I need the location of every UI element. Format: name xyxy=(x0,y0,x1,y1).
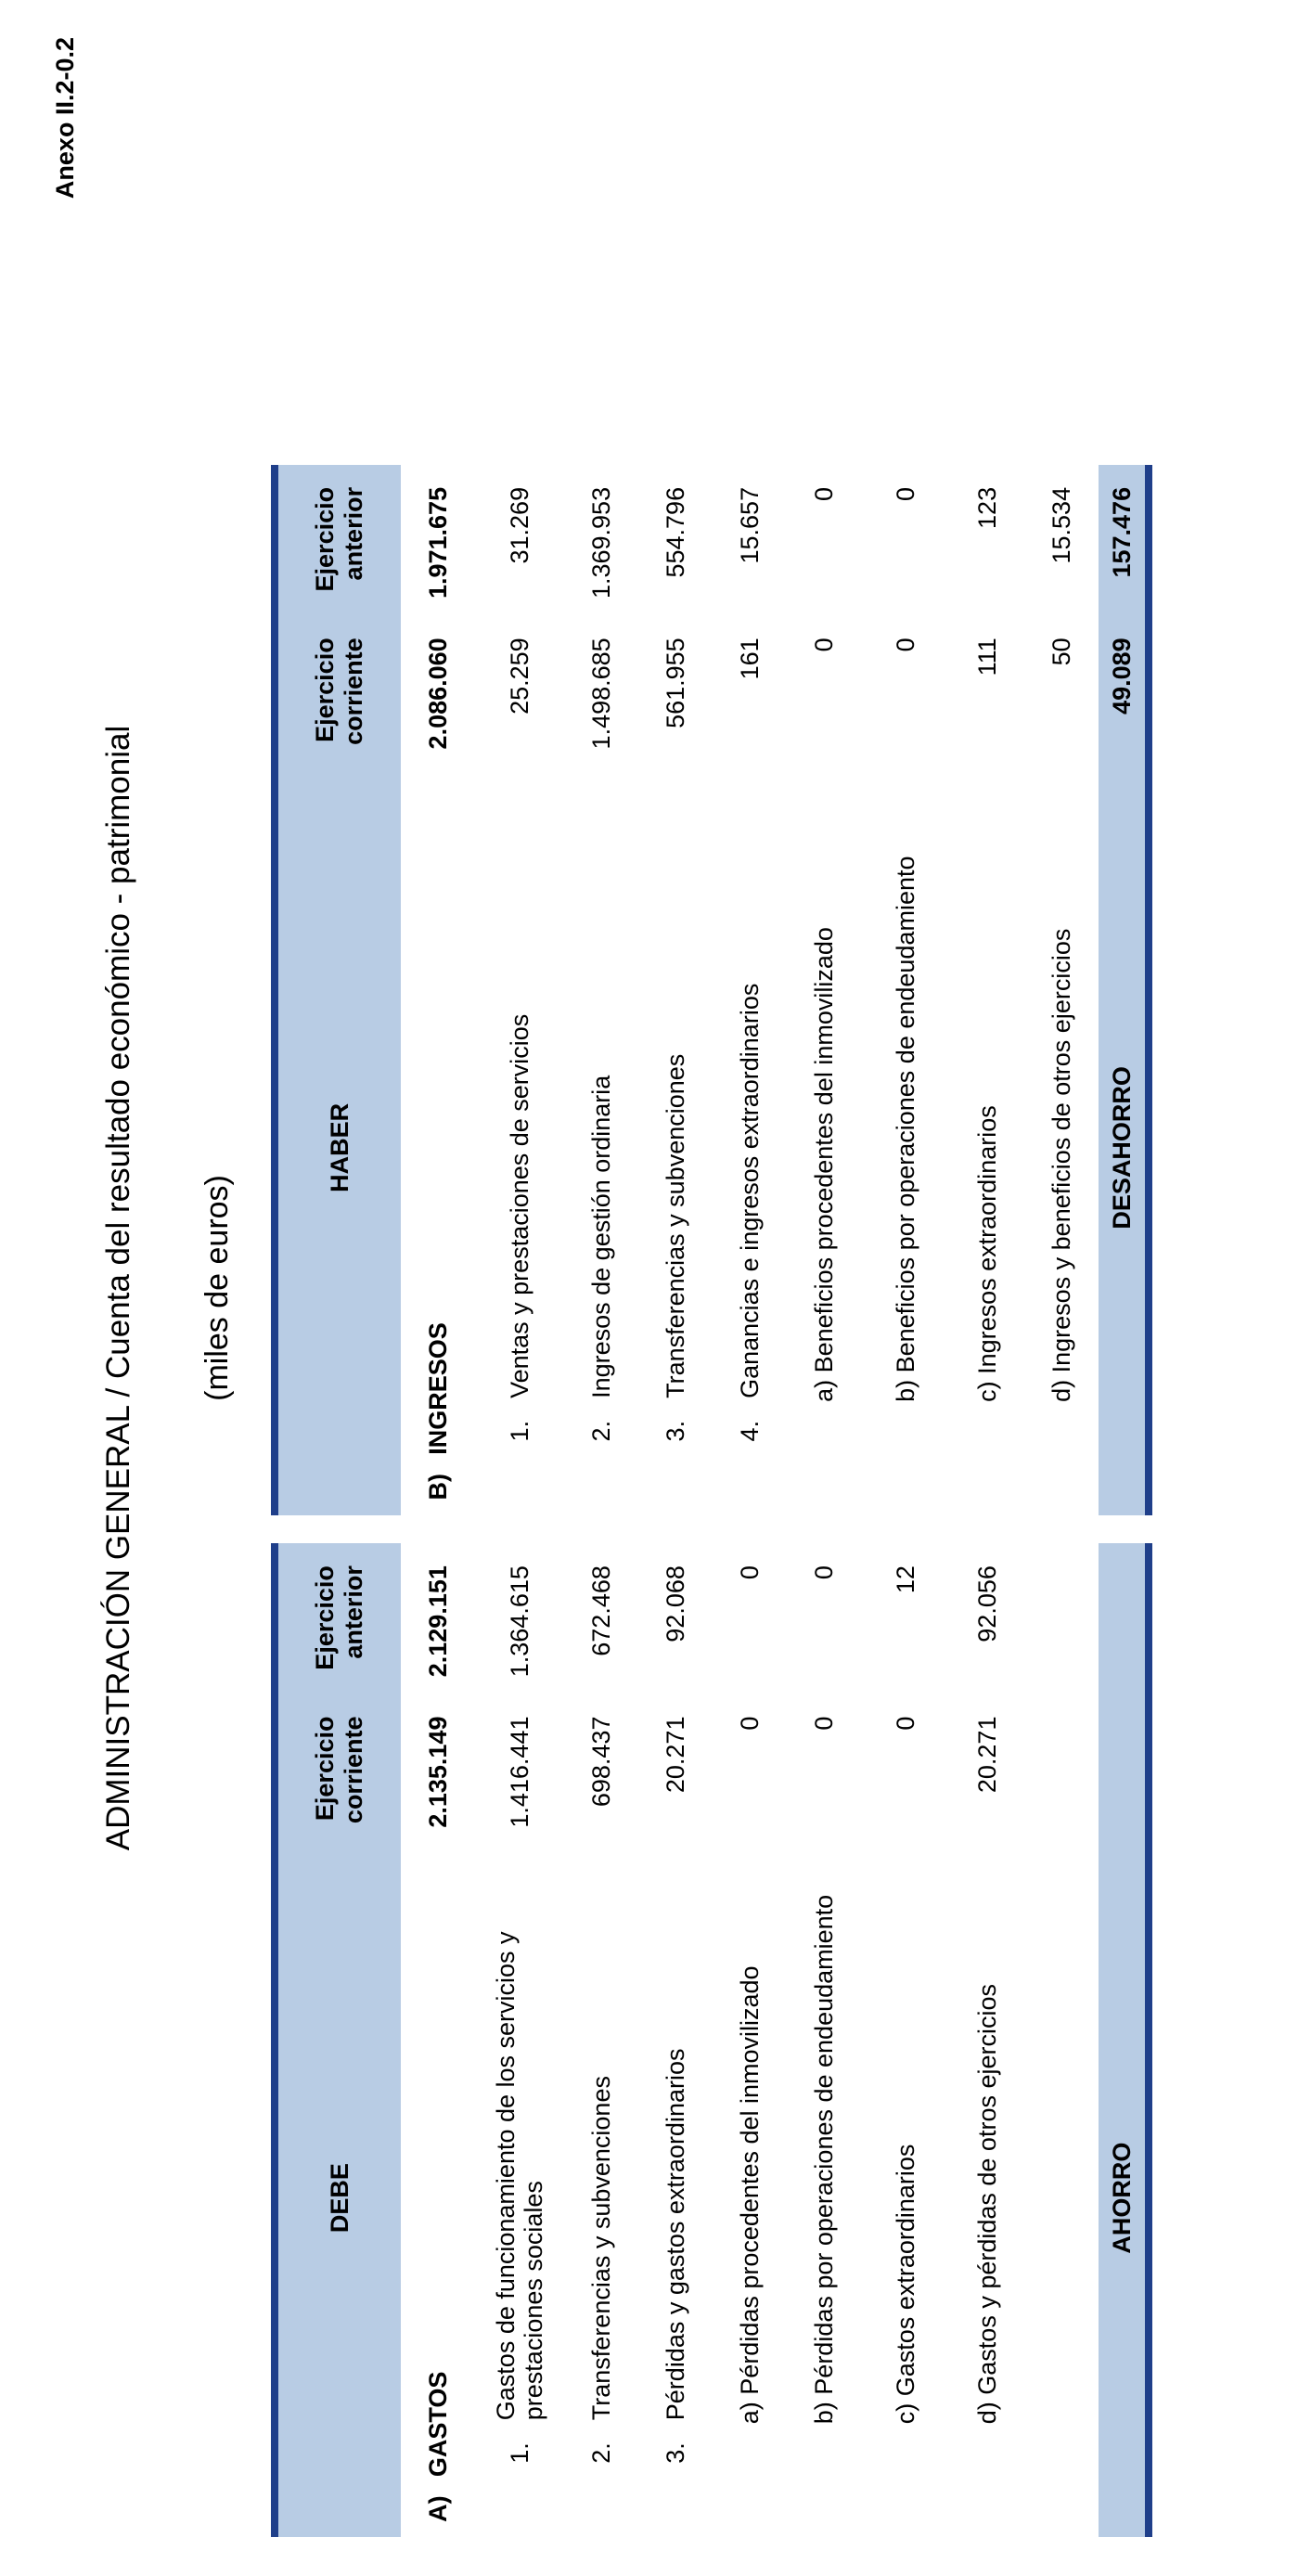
result-account-table xyxy=(271,41,1152,2537)
total-row xyxy=(1099,41,1149,2537)
haber-row-previous: 0 xyxy=(892,486,919,501)
haber-row-current: 1.498.685 xyxy=(587,638,615,750)
haber-row-current: 0 xyxy=(892,638,919,652)
haber-row-index xyxy=(950,1402,1024,1459)
haber-row-label: c) Ingresos extraordinarios xyxy=(973,1105,1001,1402)
haber-row-previous: 554.796 xyxy=(662,486,689,578)
haber-row-label: Transferencias y subvenciones xyxy=(662,1053,689,1398)
debe-row-index xyxy=(950,2424,1024,2480)
haber-row-previous: 123 xyxy=(973,486,1001,529)
haber-header: HABER xyxy=(275,780,401,1515)
haber-row-current: 50 xyxy=(1047,638,1075,666)
table-row xyxy=(950,41,1024,2537)
haber-row-index xyxy=(861,1402,950,1459)
debe-row-previous: 1.364.615 xyxy=(506,1565,533,1678)
column-gap xyxy=(275,1515,401,1543)
debe-row-index: 3. xyxy=(662,2442,689,2464)
debe-previous-header: Ejercicio anterior xyxy=(275,1543,401,1694)
haber-row-index: 3. xyxy=(662,1420,689,1442)
debe-row-label: a) Pérdidas procedentes del inmovilizado xyxy=(736,1965,764,2425)
haber-total-current: 49.089 xyxy=(1099,615,1149,780)
debe-row-previous: 672.468 xyxy=(587,1565,615,1656)
annex-label: Anexo II.2-0.2 xyxy=(51,37,79,200)
debe-row-label: Gastos de funcionamiento de los servicios y prestaciones sociales xyxy=(492,1931,547,2421)
haber-row-label: b) Beneficios por operaciones de endeudamiento xyxy=(892,856,919,1402)
haber-section-previous: 1.971.675 xyxy=(424,486,452,599)
table-row xyxy=(638,41,713,2537)
haber-row-previous: 1.369.953 xyxy=(587,486,615,599)
haber-current-header: Ejercicio corriente xyxy=(275,615,401,780)
table-row xyxy=(1024,41,1099,2537)
debe-row-index: 1. xyxy=(506,2442,533,2464)
debe-row-current: 0 xyxy=(892,1716,919,1731)
haber-section-letter: B) xyxy=(424,1474,452,1501)
header-row xyxy=(275,41,401,2537)
haber-row-previous: 15.657 xyxy=(736,486,764,564)
debe-section-previous: 2.129.151 xyxy=(424,1565,452,1678)
column-gap xyxy=(275,41,401,465)
haber-previous-header: Ejercicio anterior xyxy=(275,465,401,615)
haber-total-previous: 157.476 xyxy=(1099,465,1149,615)
debe-row-current: 20.271 xyxy=(973,1716,1001,1794)
haber-row-index: 2. xyxy=(587,1420,615,1442)
debe-row-previous: 92.056 xyxy=(973,1565,1001,1642)
debe-row-label: Transferencias y subvenciones xyxy=(587,2076,615,2421)
haber-row-previous: 31.269 xyxy=(506,486,533,564)
haber-row-index xyxy=(787,1402,861,1459)
table-row xyxy=(713,41,787,2537)
haber-row-current: 161 xyxy=(736,638,764,680)
haber-row-current: 0 xyxy=(810,638,838,652)
section-row xyxy=(401,41,475,2537)
debe-row-label: b) Pérdidas por operaciones de endeudamiento xyxy=(810,1894,838,2425)
debe-header: DEBE xyxy=(275,1859,401,2537)
debe-section-letter: A) xyxy=(424,2495,452,2522)
haber-row-label: Ingresos de gestión ordinaria xyxy=(587,1075,615,1398)
haber-row-current: 25.259 xyxy=(506,638,533,715)
debe-total-label: AHORRO xyxy=(1099,1859,1149,2537)
debe-section-label: GASTOS xyxy=(424,2371,452,2478)
debe-row-current: 0 xyxy=(810,1716,838,1731)
debe-row-index xyxy=(787,2424,861,2480)
debe-row-previous: 92.068 xyxy=(662,1565,689,1642)
haber-row-index: 4. xyxy=(736,1420,764,1442)
haber-row-current: 111 xyxy=(973,638,1001,676)
haber-row-label: a) Beneficios procedentes del inmovilizado xyxy=(810,927,838,1402)
haber-total-label: DESAHORRO xyxy=(1099,780,1149,1515)
haber-row-label: Ganancias e ingresos extraordinarios xyxy=(736,983,764,1398)
debe-row-index xyxy=(861,2424,950,2480)
debe-row-current: 1.416.441 xyxy=(506,1716,533,1828)
haber-row-previous: 0 xyxy=(810,486,838,501)
debe-row-label: d) Gastos y pérdidas de otros ejercicios xyxy=(973,1984,1001,2425)
debe-row-previous: 12 xyxy=(892,1565,919,1594)
haber-row-index xyxy=(1024,1402,1099,1459)
debe-row-index: 2. xyxy=(587,2442,615,2464)
debe-row-current: 20.271 xyxy=(662,1716,689,1794)
debe-current-header: Ejercicio corriente xyxy=(275,1694,401,1860)
table-row xyxy=(564,41,638,2537)
haber-row-current: 561.955 xyxy=(662,638,689,728)
haber-row-label: Ventas y prestaciones de servicios xyxy=(506,1013,533,1398)
table-row xyxy=(475,41,564,2537)
haber-row-label: d) Ingresos y beneficios de otros ejercicios xyxy=(1047,928,1075,1402)
page-title: ADMINISTRACIÓN GENERAL / Cuenta del resultado económico - patrimonial xyxy=(100,725,136,1851)
haber-row-index: 1. xyxy=(506,1420,533,1442)
page-subtitle: (miles de euros) xyxy=(199,1175,235,1401)
debe-row-label: Pérdidas y gastos extraordinarios xyxy=(662,2048,689,2421)
debe-row-label: c) Gastos extraordinarios xyxy=(892,2144,919,2425)
debe-row-current: 0 xyxy=(736,1716,764,1731)
debe-row-index xyxy=(713,2424,787,2480)
debe-section-current: 2.135.149 xyxy=(424,1716,452,1828)
table-row xyxy=(787,41,861,2537)
haber-section-current: 2.086.060 xyxy=(424,638,452,750)
debe-row-previous: 0 xyxy=(736,1565,764,1580)
haber-row-previous: 15.534 xyxy=(1047,486,1075,564)
table-row xyxy=(861,41,950,2537)
debe-row-current: 698.437 xyxy=(587,1716,615,1808)
haber-section-label: INGRESOS xyxy=(424,1322,452,1455)
debe-row-previous: 0 xyxy=(810,1565,838,1580)
